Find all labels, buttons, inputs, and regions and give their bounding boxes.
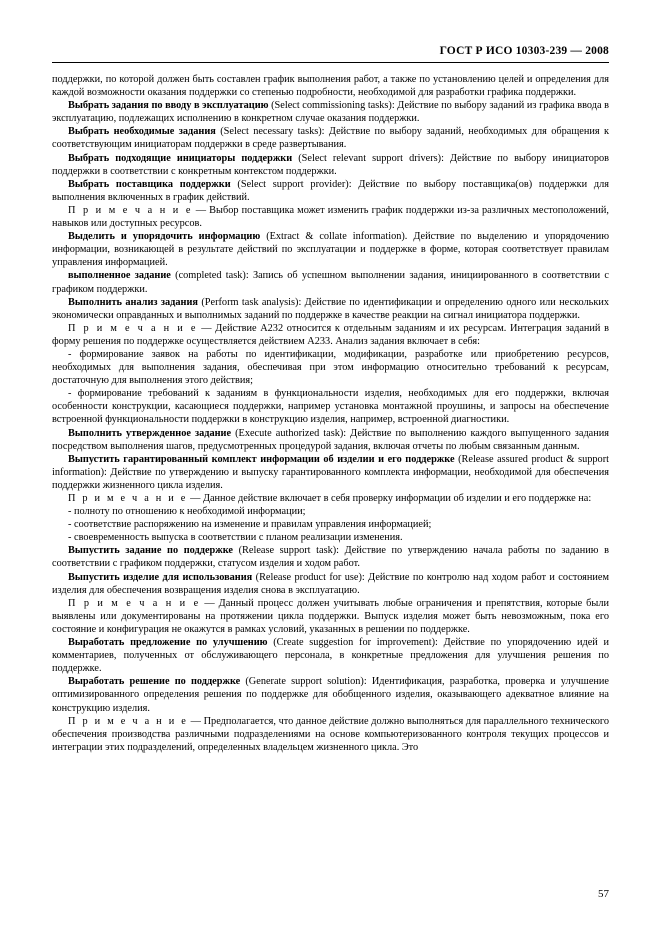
paragraph [52,296,609,322]
paragraph [52,322,609,348]
term-label: выполненное задание [68,270,171,282]
term-label: Выделить и упорядочить информацию [68,231,261,243]
paragraph [52,492,609,505]
text-run: (Select commissioning tasks): Действие по выбору заданий из графика ввода в эксплуатацию, подлежащих исполнению в конкретном случае оказания поддержки. [52,100,609,125]
text-run: (Release assured product & support information): Действие по утверждению и выпуску гарантированного комплекта информации, необходимой для обеспечения поддержки жизненного цикла изделия. [52,453,609,491]
text-run: П р и м е ч а н и е [68,493,188,504]
paragraph [52,505,609,518]
term-label: Выполнить утвержденное задание [68,427,232,439]
text-run: (Execute authorized task): Действие по выполнению каждого выпущенного задания посредством выполнения шагов, предусмотренных процедурой задания, включая отчеты по любым связанным данным. [52,427,610,452]
text-run: - формирование заявок на работы по идентификации, модификации, разработке или приобретению ресурсов, необходимых для выполнения задания, обеспечивая при этом информацию относительно требований к ресурсам, достаточную для выполнения этого действия; [52,348,609,387]
text-run: — Выбор поставщика может изменить график поддержки из-за различных местоположений, навыков или доступных ресурсов. [52,204,609,230]
paragraph [52,152,609,178]
term-label: Выработать предложение по улучшению [68,637,268,649]
text-run: П р и м е ч а н и е [68,322,198,334]
term-label: Выпустить изделие для использования [68,571,253,583]
paragraph [52,531,609,544]
text-run: (Release product for use): Действие по контролю над ходом работ и состоянием изделия для обеспечения возвращения изделия снова в эксплуатацию. [52,571,609,596]
document-body [52,73,609,754]
paragraph [52,269,609,295]
term-label: Выполнить анализ задания [68,296,198,308]
paragraph [52,715,609,754]
text-run: (Select relevant support drivers): Действие по выбору инициаторов поддержки в соответствии с конкретным контекстом поддержки. [52,152,609,177]
term-label: Выработать решение по поддержке [68,676,241,688]
term-label: Выпустить гарантированный комплект информации об изделии и его поддержке [68,453,455,465]
paragraph [52,636,609,675]
text-run: П р и м е ч а н и е [68,597,201,609]
text-run: П р и м е ч а н и е [68,715,189,727]
text-run: - полноту по отношению к необходимой информации; [68,506,306,518]
text-run: — Действие А232 относится к отдельным заданиям и их ресурсам. Интеграция заданий в форму решения по поддержке осуществляется действием А233. Анализ задания включает в себя: [52,322,609,347]
text-run: - своевременность выпуска в соответствии с планом реализации изменения. [68,532,403,544]
paragraph [52,427,609,453]
text-run: — Предполагается, что данное действие должно выполняться для параллельного технического обеспечения производства различными подразделениями на основе компьютеризованного контроля текущих процессов и интеграции этих подразделений, определенных владельцем жизненного цикла. Это [52,715,609,753]
text-run: (completed task): Запись об успешном выполнении задания, инициированного в соответствии с графиком поддержки. [52,270,609,295]
paragraph [52,178,609,204]
text-run: - соответствие распоряжению на изменение и правилам управления информацией; [68,519,432,531]
term-label: Выпустить задание по поддержке [68,545,233,557]
paragraph [52,453,609,492]
text-run: (Perform task analysis): Действие по идентификации и определению одного или нескольких экономически оправданных и выполнимых заданий по поддержке в качестве реакции на сигнал инициатора поддержки. [52,296,609,321]
paragraph [52,518,609,531]
page-header: ГОСТ Р ИСО 10303-239 — 2008 [439,45,609,57]
text-run: — Данное действие включает в себя проверку информации об изделии и его поддержке на: [187,493,592,504]
text-run: — Данный процесс должен учитывать любые ограничения и препятствия, которые были выявлены или документированы на протяжении цикла поддержки. Выпуск изделия может быть невозможным, пока его состояние и конфигурация не окажутся в рамках условий, указанных в решении по поддержке. [52,597,609,635]
paragraph [52,597,609,636]
page-number: 57 [598,888,609,900]
text-run: П р и м е ч а н и е [68,204,193,216]
paragraph [52,99,609,125]
term-label: Выбрать подходящие инициаторы поддержки [68,152,293,164]
paragraph [52,125,609,151]
term-label: Выбрать необходимые задания [68,126,216,138]
text-run: (Extract & collate information). Действие по выделению и упорядочению информации, возникающей в результате действий по эксплуатации и поддержке в форме, которая соответствует правилам управления информацией. [52,231,610,269]
text-run: поддержки, по которой должен быть составлен график выполнения работ, а также по установлению целей и определения для каждой возможности оказания поддержки со степенью подробности, необходимой для разработки графика поддержки. [52,74,609,99]
paragraph [52,73,609,99]
text-run: (Create suggestion for improvement): Действие по упорядочению идей и комментариев, полученных от обслуживающего персонала, в конкретные предложения для улучшения решения по поддержке. [52,637,609,675]
text-run: (Generate support solution): Идентификация, разработка, проверка и улучшение оптимизированного определения решения по поддержке для обобщенного изделия, оказывающего адекватное влияние на конструкцию изделия. [52,676,610,714]
text-run: (Select support provider): Действие по выбору поставщика(ов) поддержки для выполнения включенных в график действий. [52,178,609,203]
paragraph [52,571,609,597]
paragraph [52,348,609,387]
paragraph [52,544,609,570]
paragraph [52,230,609,269]
term-label: Выбрать задания по вводу в эксплуатацию [68,100,269,112]
paragraph [52,675,609,714]
term-label: Выбрать поставщика поддержки [68,178,231,190]
header-divider [52,62,609,63]
paragraph [52,387,609,426]
text-run: (Release support task): Действие по утверждению начала работы по заданию в соответствии с графиком поддержки, статусом изделия и ходом работ. [52,545,609,570]
paragraph [52,204,609,230]
text-run: - формирование требований к заданиям в функциональности изделия, необходимых для его поддержки, включая особенности конструкции, касающиеся поддержки, например установка монтажной проушины, и запросы на обеспечение встроенной функциональности поддержки в конструкцию изделия, например, встроенной диагностики. [52,388,609,426]
text-run: (Select necessary tasks): Действие по выбору заданий, необходимых для обращения к соответствующим инициаторам поддержки в среде развертывания. [52,126,609,151]
